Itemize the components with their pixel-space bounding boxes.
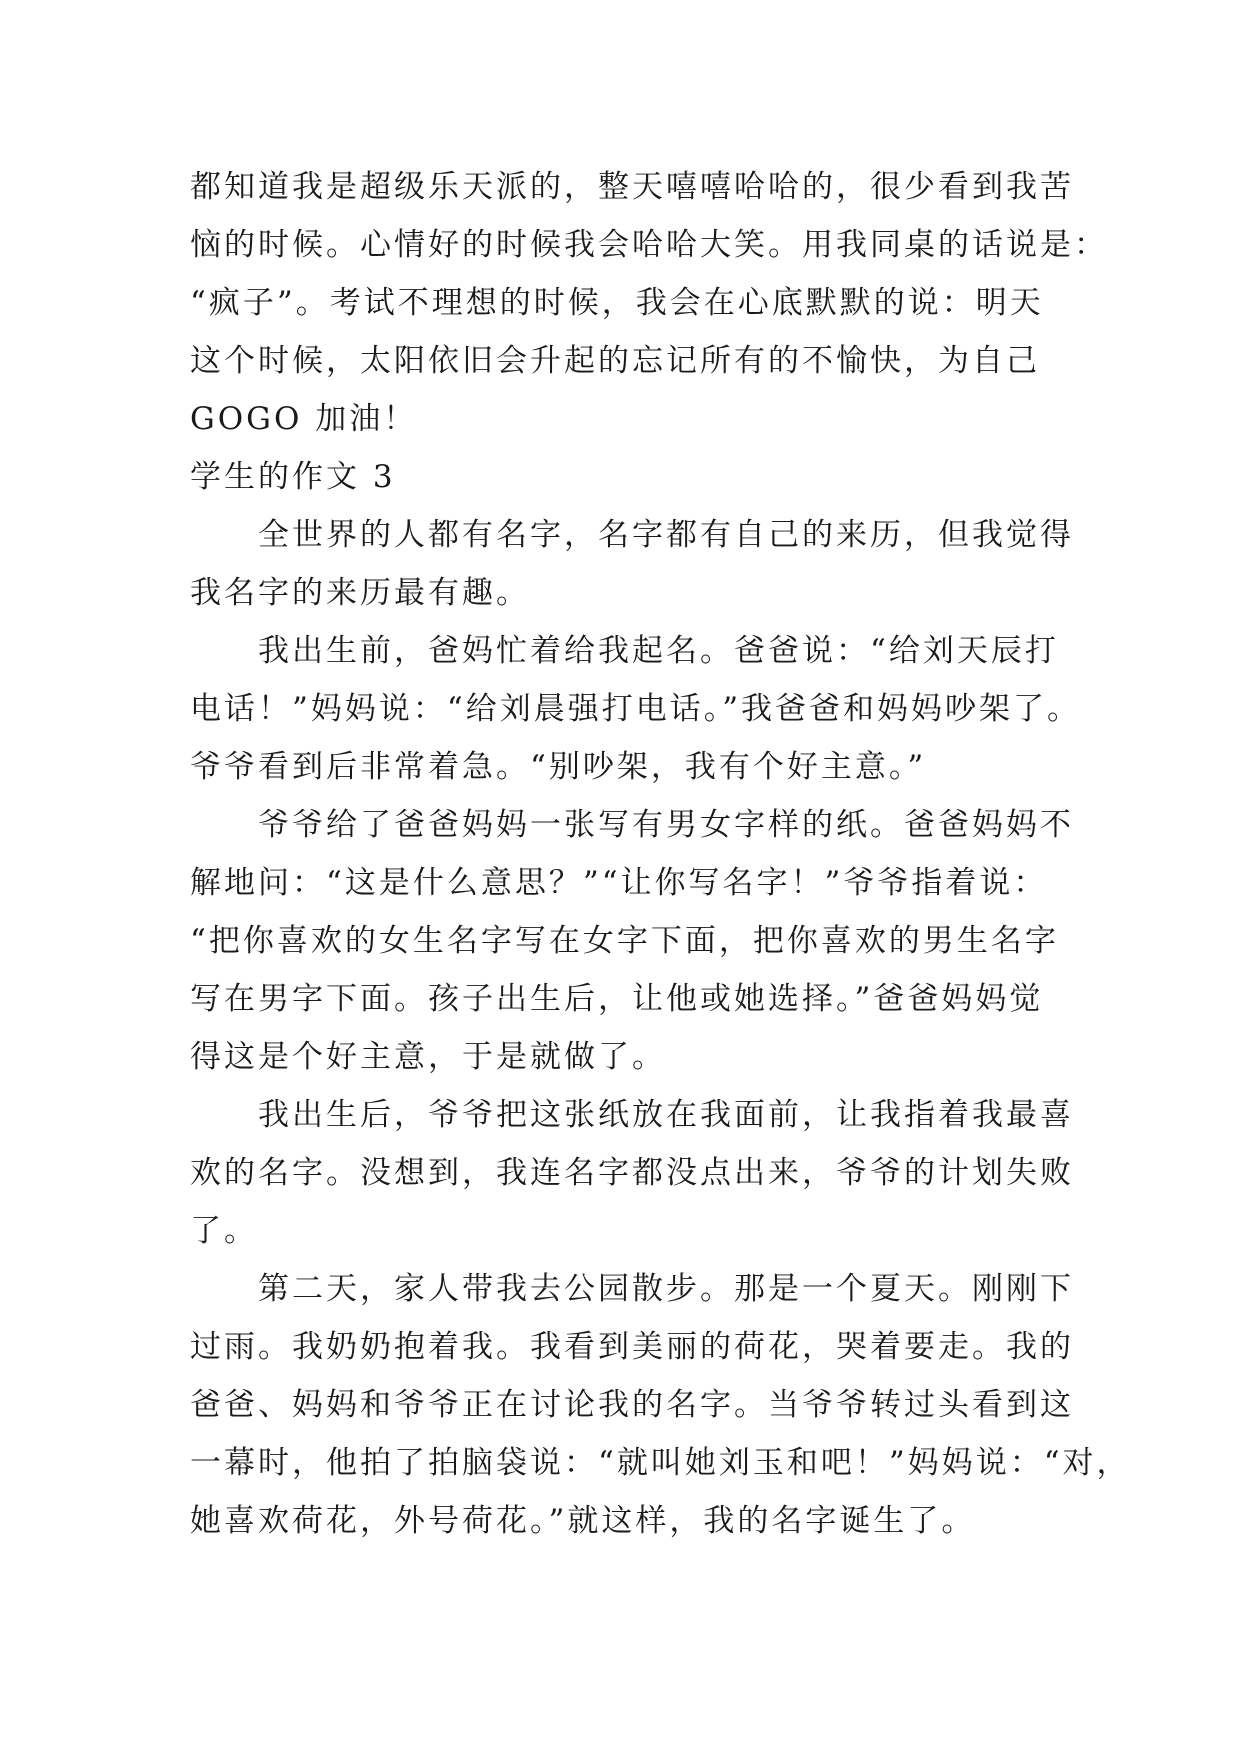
paragraph-5-line: 过雨。我奶奶抱着我。我看到美丽的荷花，哭着要走。我的 bbox=[190, 1329, 1074, 1365]
text-line: “疯子”。考试不理想的时候，我会在心底默默的说：明天 bbox=[190, 285, 1044, 321]
paragraph-3-line: 得这是个好主意，于是就做了。 bbox=[190, 1039, 666, 1075]
paragraph-3-line: 爷爷给了爸爸妈妈一张写有男女字样的纸。爸爸妈妈不 bbox=[258, 807, 1074, 843]
text-line: 都知道我是超级乐天派的，整天嘻嘻哈哈的，很少看到我苦 bbox=[190, 169, 1074, 205]
text-line: 恼的时候。心情好的时候我会哈哈大笑。用我同桌的话说是： bbox=[190, 227, 1108, 263]
paragraph-1-line: 我名字的来历最有趣。 bbox=[190, 575, 530, 611]
paragraph-4-line: 了。 bbox=[190, 1213, 258, 1249]
paragraph-5-line: 爸爸、妈妈和爷爷正在讨论我的名字。当爷爷转过头看到这 bbox=[190, 1387, 1074, 1423]
paragraph-5-line: 一幕时，他拍了拍脑袋说：“就叫她刘玉和吧！”妈妈说：“对， bbox=[190, 1445, 1131, 1481]
paragraph-3-line: 写在男字下面。孩子出生后，让他或她选择。”爸爸妈妈觉 bbox=[190, 981, 1044, 1017]
text-line: GOGO 加油！ bbox=[190, 401, 418, 437]
paragraph-1-line: 全世界的人都有名字，名字都有自己的来历，但我觉得 bbox=[258, 517, 1074, 553]
section-title: 学生的作文 3 bbox=[190, 459, 396, 495]
paragraph-5-line: 第二天，家人带我去公园散步。那是一个夏天。刚刚下 bbox=[258, 1271, 1074, 1307]
paragraph-3-line: 解地问：“这是什么意思？”“让你写名字！”爷爷指着说： bbox=[190, 865, 1048, 901]
text-line: 这个时候，太阳依旧会升起的忘记所有的不愉快，为自己 bbox=[190, 343, 1040, 379]
paragraph-2-line: 电话！”妈妈说：“给刘晨强打电话。”我爸爸和妈妈吵架了。 bbox=[190, 691, 1082, 727]
continuation-paragraph bbox=[190, 158, 1131, 1550]
paragraph-2-line: 爷爷看到后非常着急。“别吵架，我有个好主意。” bbox=[190, 749, 927, 785]
paragraph-3-line: “把你喜欢的女生名字写在女字下面，把你喜欢的男生名字 bbox=[190, 923, 1059, 959]
paragraph-4-line: 我出生后，爷爷把这张纸放在我面前，让我指着我最喜 bbox=[258, 1097, 1074, 1133]
paragraph-5-line: 她喜欢荷花，外号荷花。”就这样，我的名字诞生了。 bbox=[190, 1503, 976, 1539]
paragraph-2-line: 我出生前，爸妈忙着给我起名。爸爸说：“给刘天辰打 bbox=[258, 633, 1059, 669]
paragraph-4-line: 欢的名字。没想到，我连名字都没点出来，爷爷的计划失败 bbox=[190, 1155, 1074, 1191]
